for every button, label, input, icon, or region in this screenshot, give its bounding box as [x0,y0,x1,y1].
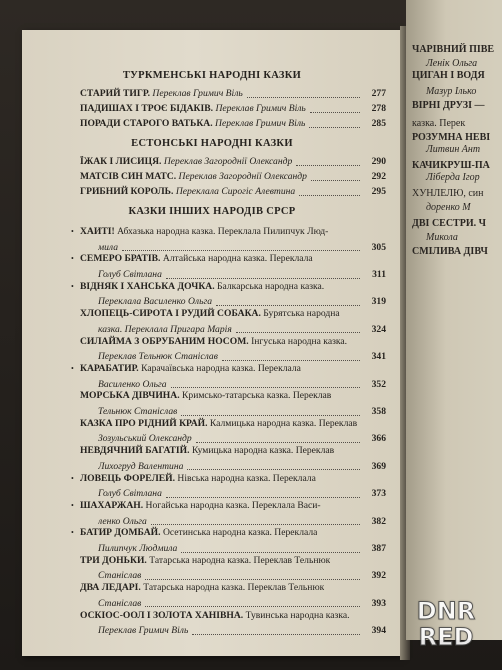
section-title-estonian: ЕСТОНСЬКІ НАРОДНІ КАЗКИ [131,138,293,149]
entry-description: Тувинська народна казка. [245,609,350,621]
toc-entry [80,553,386,584]
right-page-line: КАЧИКРУШ-ПА [412,160,490,171]
right-page-line: Микола [426,232,458,243]
toc-entry [71,525,386,556]
entry-translator: Переклав Гримич Віль [152,88,243,99]
entry-title: СТАРИЙ ТИГР. [80,88,150,99]
entry-description: Інгуська народна казка. [251,335,348,347]
entry-translator: Лихогруд Валентина [98,460,184,472]
entry-title: СИЛАЙМА З ОБРУБАНИМ НОСОМ. [80,335,249,347]
right-page-line: СМІЛИВА ДІВЧ [412,246,488,257]
toc-entry [71,251,386,282]
toc-entry [80,101,386,117]
entry-translator: Переклав Загороднії Олександр [178,171,307,182]
entry-page: 278 [371,103,386,114]
entry-description: Алтайська народна казка. Переклала [162,253,313,265]
entry-page: 277 [371,88,386,99]
entry-title: СЕМЕРО БРАТІВ. [80,253,161,265]
toc-entry [71,279,386,310]
entry-translator: Переклав Загороднії Олександр [163,156,293,167]
entry-translator: Переклав Гримич Віль [215,103,306,114]
entry-page: 382 [371,515,386,527]
bullet-marker: • [71,501,74,510]
entry-title: ВІДНЯК І ХАНСЬКА ДОЧКА. [80,280,215,292]
leader-dots [296,164,360,166]
right-page-line: Мазур Ілько [426,86,477,97]
right-page-line: Ленік Ольга [426,58,478,69]
entry-translator: Переклала Василенко Ольга [98,296,213,308]
entry-translator: Станіслав [98,570,142,582]
entry-translator: Пилипчук Людмила [98,542,178,554]
right-page-line: ЧАРІВНИЙ ПІВЕ [412,44,495,55]
right-page-line: РОЗУМНА НЕВІ [412,132,491,143]
entry-page: 393 [371,597,386,609]
entry-title: ТРИ ДОНЬКИ. [80,554,147,566]
toc-entry [80,443,386,474]
bullet-marker: • [71,227,74,236]
entry-page: 295 [371,186,386,197]
bullet-marker: • [71,281,74,291]
entry-description: Ногайська народна казка. Переклала Васи- [145,500,321,511]
entry-page: 366 [371,433,386,445]
entry-translator: Василенко Ольга [98,378,167,390]
bullet-marker: • [71,254,74,264]
entry-description: Калмицька народна казка. Переклав [209,417,358,429]
entry-title: ХЛОПЕЦЬ-СИРОТА І РУДИЙ СОБАКА. [80,308,261,320]
leader-dots [309,126,360,128]
entry-description: Нівська народна казка. Переклала [177,472,316,484]
entry-description: Осетинська народна казка. Переклала [162,527,318,539]
entry-title: ДВА ЛЕДАРІ. [80,582,141,594]
entry-page: 369 [371,460,386,472]
watermark-logo [400,598,492,650]
entry-title: ПАДИШАХ І ТРОЄ БІДАКІВ. [80,103,214,114]
toc-entry [80,580,386,611]
entry-page: 341 [371,351,386,363]
entry-description: Карачаївська народна казка. Переклала [141,363,301,374]
entry-page: 292 [371,171,386,182]
entry-title: ХАИТІ! [80,226,115,237]
right-page-line: ДВІ СЕСТРИ. Ч [412,218,486,229]
toc-entry [80,306,386,337]
leader-dots [247,96,360,98]
toc-entry [80,154,386,170]
entry-page: 373 [371,488,386,500]
entry-page: 290 [371,156,386,167]
entry-translator: Переклала Сирогіс Алевтина [175,186,296,197]
entry-page: 358 [371,405,386,417]
section-title-other-peoples: КАЗКИ ІНШИХ НАРОДІВ СРСР [128,206,296,217]
entry-translator: мила [98,241,119,253]
entry-page: 311 [372,268,386,280]
entry-page: 394 [371,625,386,637]
entry-title: КАЗКА ПРО РІДНИЙ КРАЙ. [80,417,208,429]
right-page-line: казка. Перек [412,118,466,129]
toc-entry [80,169,386,185]
leader-dots [192,633,360,635]
entry-title: МОРСЬКА ДІВЧИНА. [80,390,180,402]
entry-page: 285 [371,118,386,129]
toc-entry [80,334,386,365]
toc-entry [71,471,386,502]
entry-title: ЇЖАК І ЛИСИЦЯ. [80,156,162,167]
entry-description: Абхазька народна казка. Переклала Пилипчук Люд- [117,226,329,237]
bullet-marker: • [71,364,74,373]
entry-description: Бурятська народна [263,308,340,320]
toc-entry [71,224,386,255]
entry-title: БАТИР ДОМБАЙ. [80,527,161,539]
entry-translator: казка. Переклала Пригара Марія [98,323,232,335]
entry-title: ГРИБНИЙ КОРОЛЬ. [80,186,174,197]
toc-entry [71,498,386,529]
entry-translator: Переклав Гримич Віль [98,625,189,637]
right-page-line: ХУНЛЕЛЮ, син [412,188,484,199]
entry-page: 305 [371,241,386,253]
entry-translator: Переклав Тельнюк Станіслав [98,351,218,363]
entry-description: Татарська народна казка. Переклав Тельнюк [149,554,331,566]
entry-page: 352 [371,378,386,390]
bullet-marker: • [71,528,74,538]
toc-entry [80,184,386,200]
entry-translator: Голуб Світлана [98,268,162,280]
entry-translator: Переклав Гримич Віль [215,118,306,129]
entry-page: 324 [371,323,386,335]
entry-translator: Голуб Світлана [98,488,162,500]
entry-translator: ленко Ольга [98,515,147,527]
entry-description: Балкарська народна казка. [217,280,325,292]
toc-entry [80,388,386,419]
leader-dots [299,194,360,196]
entry-title: ПОРАДИ СТАРОГО ВАТЬКА. [80,118,213,129]
book-left-page [22,30,402,656]
right-page-line: доренко М [426,202,471,213]
entry-title: МАТСІВ СИН МАТС. [80,171,177,182]
leader-dots [311,179,360,181]
entry-title: КАРАБАТИР. [80,363,139,374]
entry-description: Кумицька народна казка. Переклав [191,445,335,457]
entry-translator: Станіслав [98,597,142,609]
entry-title: НЕВДЯЧНИЙ БАГАТІЙ. [80,445,190,457]
right-page-line: Литвин Ант [426,144,481,155]
entry-page: 387 [371,542,386,554]
entry-description: Татарська народна казка. Переклав Тельнюк [143,582,325,594]
right-page-line: Ліберда Ігор [426,172,480,183]
bullet-marker: • [71,473,74,483]
entry-description: Кримсько-татарська казка. Переклав [182,390,332,402]
right-page-line: ЦИГАН І ВОДЯ [412,70,485,81]
section-title-turkmen: ТУРКМЕНСЬКІ НАРОДНІ КАЗКИ [122,70,302,81]
entry-translator: Зозульський Олександр [98,433,192,445]
toc-entry [80,116,386,132]
toc-entry [71,361,386,392]
toc-entry [80,416,386,447]
entry-title: ОСКІОС-ООЛ І ЗОЛОТА ХАНІВНА. [80,609,244,621]
toc-entry [80,608,386,639]
toc-entry [80,86,386,102]
watermark-line-1: DNR [416,597,476,625]
entry-page: 319 [371,296,386,308]
entry-title: ШАХАРЖАН. [80,500,144,511]
watermark-line-2: RED [418,623,474,651]
leader-dots [310,111,360,113]
entry-translator: Тельнюк Станіслав [98,405,178,417]
entry-title: ЛОВЕЦЬ ФОРЕЛЕЙ. [80,472,175,484]
right-page-line: ВІРНІ ДРУЗІ — [412,100,485,111]
entry-page: 392 [371,570,386,582]
book-right-page [406,0,502,640]
